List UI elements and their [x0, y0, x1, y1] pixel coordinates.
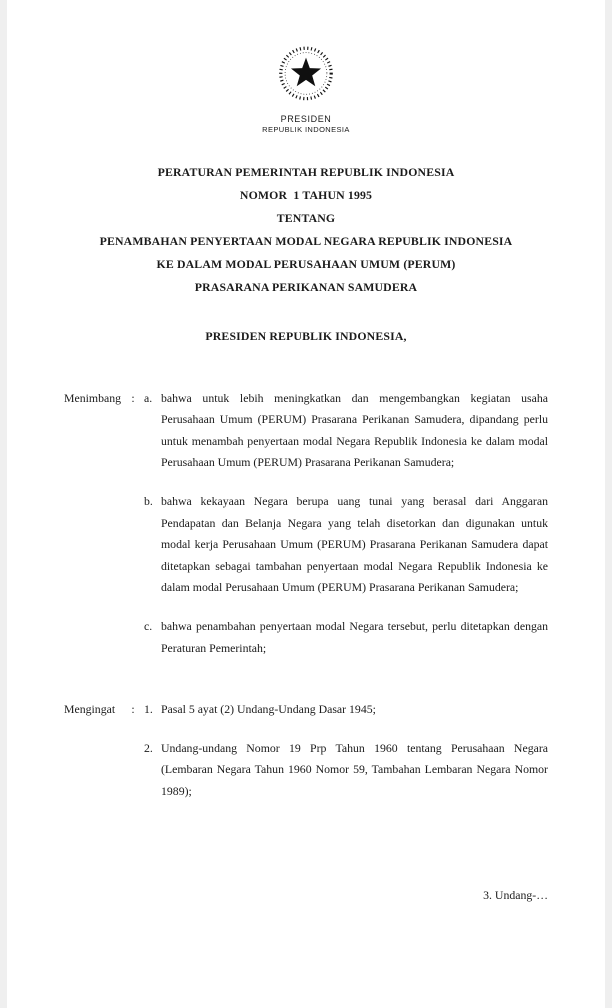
item-text: Pasal 5 ayat (2) Undang-Undang Dasar 1945;: [161, 702, 376, 717]
list-item-c: [144, 616, 548, 659]
salutation: PRESIDEN REPUBLIK INDONESIA,: [205, 328, 407, 343]
title-line-regulation: PERATURAN PEMERINTAH REPUBLIK INDONESIA: [157, 164, 455, 179]
item-marker: 2.: [144, 740, 153, 755]
section-colon: :: [131, 390, 135, 405]
item-text: bahwa penambahan penyertaan modal Negara tersebut, perlu ditetapkan dengan Peraturan Pemerintah;: [161, 618, 548, 655]
list-item-a: [144, 388, 548, 474]
title-line-subject-1: PENAMBAHAN PENYERTAAN MODAL NEGARA REPUBLIK INDONESIA: [99, 233, 513, 248]
title-line-subject-3: PRASARANA PERIKANAN SAMUDERA: [194, 279, 418, 294]
section-items-menimbang: [144, 388, 548, 660]
letterhead: [64, 36, 548, 135]
item-marker: a.: [144, 390, 153, 405]
document-title-block: [64, 161, 548, 299]
section-menimbang: [64, 388, 548, 660]
item-text: bahwa kekayaan Negara berupa uang tunai yang berasal dari Anggaran Pendapatan dan Belanja Negara yang telah disetorkan dan digunakan untuk modal kerja Perusahaan Umum (PERUM) Prasarana Perikanan Samudera dapat ditetapkan sebagai tambahan penyertaan modal Negara Republik Indonesia ke dalam modal Perusahaan Umum (PERUM) Prasarana Perikanan Samudera;: [161, 494, 548, 595]
title-line-number: NOMOR 1 TAHUN 1995: [239, 187, 373, 202]
letterhead-presiden: PRESIDEN: [280, 114, 332, 124]
document-page: [7, 0, 605, 1008]
title-line-tentang: TENTANG: [276, 210, 336, 225]
item-marker: b.: [144, 494, 153, 508]
section-mengingat: [64, 699, 548, 802]
item-marker: 1.: [144, 702, 153, 717]
catchword: 3. Undang-…: [483, 887, 548, 902]
section-colon: :: [131, 702, 135, 717]
item-text: Undang-undang Nomor 19 Prp Tahun 1960 tentang Perusahaan Negara (Lembaran Negara Tahun 1960 Nomor 59, Tambahan Lembaran Negara Nomor 1989);: [161, 740, 548, 798]
item-text: bahwa untuk lebih meningkatkan dan mengembangkan kegiatan usaha Perusahaan Umum (PERUM) Prasarana Perikanan Samudera, dipandang perlu untuk menambah penyertaan modal Negara Republik Indonesia ke dalam modal Perusahaan Umum (PERUM) Prasarana Perikanan Samudera;: [161, 390, 548, 470]
list-item-b: [144, 491, 548, 599]
section-items-mengingat: [144, 699, 548, 802]
section-label-mengingat: Mengingat: [64, 702, 116, 717]
section-label-menimbang: Menimbang: [64, 390, 122, 405]
list-item-2: [144, 738, 548, 803]
presidential-seal-icon: [269, 36, 343, 108]
item-marker: c.: [144, 618, 153, 633]
letterhead-republik-indonesia: REPUBLIK INDONESIA: [262, 125, 350, 135]
list-item-1: [144, 699, 548, 721]
title-line-subject-2: KE DALAM MODAL PERUSAHAAN UMUM (PERUM): [156, 256, 456, 271]
